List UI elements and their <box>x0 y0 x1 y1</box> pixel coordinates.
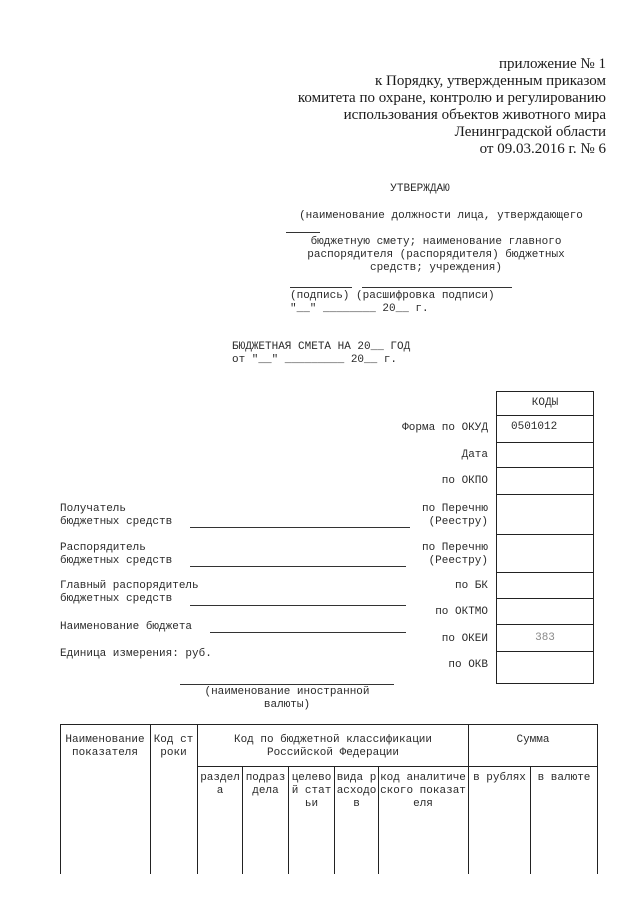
budget-name-label: Наименование бюджета <box>60 621 193 633</box>
main-manager-label-2: бюджетных средств <box>60 593 173 605</box>
approval-position-label-2: бюджетную смету; наименование главного <box>310 236 562 248</box>
sub-currency: в валюте <box>537 772 591 784</box>
unit-label: Единица измерения: руб. <box>60 648 212 660</box>
currency-line <box>180 684 394 685</box>
approval-position-label-4: средств; учреждения) <box>369 262 503 274</box>
okv-cell <box>496 651 594 684</box>
approval-position-label: (наименование должности лица, утверждающего <box>299 210 583 222</box>
approval-position-label-3: распорядителя (распорядителя) бюджетных <box>307 249 565 261</box>
col-row-code: Код строки <box>153 734 194 759</box>
main-manager-line <box>190 605 406 606</box>
col-sum: Сумма <box>516 734 550 746</box>
appendix-line: к Порядку, утвержденным приказом <box>374 73 606 89</box>
sub-analytic: код аналитического показателя <box>380 772 466 810</box>
list2-label-2: (Реестру) <box>428 555 488 567</box>
okei-value: 383 <box>535 632 555 644</box>
okv-label: по ОКВ <box>448 659 488 671</box>
sub-expense-type: вида расходов <box>336 772 377 810</box>
list2-cell <box>496 534 594 573</box>
okud-value: 0501012 <box>511 421 558 433</box>
budget-name-line <box>210 632 406 633</box>
okud-label: Форма по ОКУД <box>402 422 488 434</box>
appendix-line: использования объектов животного мира <box>343 107 606 123</box>
okei-cell <box>496 624 594 652</box>
appendix-line: приложение № 1 <box>498 56 606 72</box>
appendix-line: комитета по охране, контролю и регулированию <box>297 90 606 106</box>
oktmo-label: по ОКТМО <box>435 606 488 618</box>
list-label-1: по Перечню <box>421 503 488 515</box>
estimate-date-line: от "__" _________ 20__ г. <box>232 354 398 366</box>
sub-target: целевой статьи <box>291 772 332 810</box>
manager-label-2: бюджетных средств <box>60 555 173 567</box>
appendix-line: от 09.03.2016 г. № 6 <box>479 141 606 157</box>
sub-section: раздела <box>200 772 240 797</box>
list-cell <box>496 494 594 535</box>
approval-date-line: "__" ________ 20__ г. <box>290 303 429 315</box>
signature-line <box>290 287 352 288</box>
recipient-line <box>190 527 410 528</box>
codes-header-cell <box>496 391 594 416</box>
oktmo-cell <box>496 598 594 625</box>
signature-label: (подпись) (расшифровка подписи) <box>290 290 495 302</box>
okud-cell <box>496 415 594 443</box>
recipient-label-2: бюджетных средств <box>60 516 173 528</box>
okei-label: по ОКЕИ <box>441 633 488 645</box>
date-label: Дата <box>461 449 488 461</box>
manager-label-1: Распорядитель <box>60 542 146 554</box>
currency-label-2: валюты) <box>263 699 311 711</box>
currency-label-1: (наименование иностранной <box>204 686 370 698</box>
col-indicator: Наименование показателя <box>65 734 145 759</box>
codes-header: КОДЫ <box>531 397 559 409</box>
col-classification: Код по бюджетной классификации Российской Федерации <box>233 734 433 759</box>
signature-decryption-line <box>362 287 512 288</box>
approval-position-line <box>286 232 320 233</box>
sub-subsection: подраздела <box>245 772 286 797</box>
list-label-2: (Реестру) <box>428 516 488 528</box>
okpo-cell <box>496 467 594 495</box>
manager-line <box>190 566 406 567</box>
estimate-title: БЮДЖЕТНАЯ СМЕТА НА 20__ ГОД <box>232 341 411 353</box>
approval-title: УТВЕРЖДАЮ <box>390 183 450 195</box>
sub-rub: в рублях <box>473 772 526 784</box>
date-cell <box>496 442 594 468</box>
okpo-label: по ОКПО <box>441 475 488 487</box>
main-manager-label-1: Главный распорядитель <box>60 580 199 592</box>
appendix-line: Ленинградской области <box>454 124 606 140</box>
recipient-label-1: Получатель <box>60 503 127 515</box>
list2-label-1: по Перечню <box>421 542 488 554</box>
appendix-block <box>186 56 606 158</box>
bk-cell <box>496 572 594 599</box>
bk-label: по БК <box>454 580 488 592</box>
